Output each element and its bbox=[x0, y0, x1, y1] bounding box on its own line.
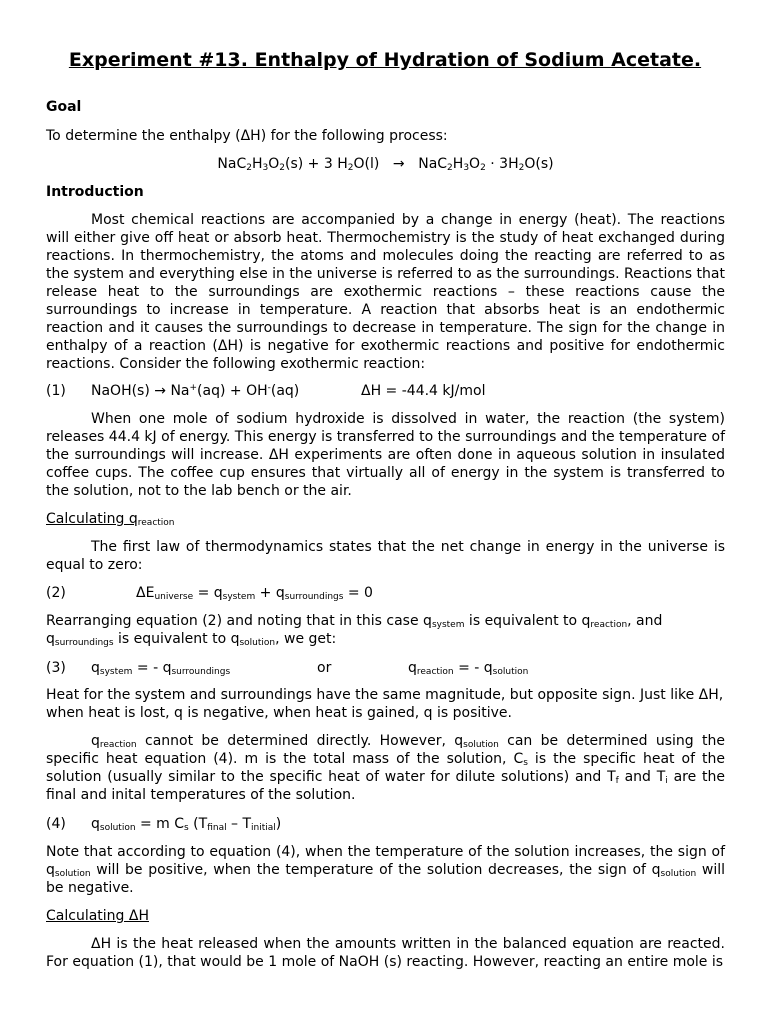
equation-number: (1) bbox=[46, 383, 66, 399]
sign-note-paragraph: Note that according to equation (4), when the temperature of the solution increases, the sign of $q_{solution}$ will be positive, when the temperature of the solution decreases, the sign of $q_{solution}$ will be negative. bbox=[46, 844, 725, 896]
introduction-paragraph-2: When one mole of sodium hydroxide is dissolved in water, the reaction (the system) releases 44.4 kJ of energy. This energy is transferred to the surroundings and the temperature of the surroundings will increase. ΔH experiments are often done in aqueous solution in insulated coffee cups. The coffee cup ensures that virtually all of energy in the system is transferred to the solution, not to the lab bench or the air. bbox=[46, 411, 725, 499]
hydration-equation bbox=[46, 155, 725, 173]
rearranging-paragraph: Rearranging equation (2) and noting that in this case $q_{system}$ is equivalent to $q_{reaction}$, and $q_{surroundings}$ is equivalent to $q_{solution}$, we get: bbox=[46, 613, 663, 648]
heat-sign-paragraph: Heat for the system and surroundings have the same magnitude, but opposite sign. Just like ΔH, when heat is lost, q is negative, when heat is gained, q is positive. bbox=[46, 687, 724, 721]
equation-3 bbox=[46, 659, 725, 677]
equation-1 bbox=[46, 382, 725, 400]
specific-heat-paragraph: $q_{reaction}$ cannot be determined directly. However, $q_{solution}$ can be determined using the specific heat equation (4). m is the total mass of the solution, $C_s$ is the specific heat of the solution (usually similar to the specific heat of water for dilute solutions) and $T_f$ and $T_i$ are the final and inital temperatures of the solution. bbox=[46, 733, 726, 803]
goal-heading: Goal bbox=[46, 99, 82, 115]
equation-expression: NaOH(s) → Na+(aq) + OH-(aq) bbox=[91, 383, 300, 399]
equation-number: (3) bbox=[46, 660, 66, 676]
document-title: Experiment #13. Enthalpy of Hydration of Sodium Acetate. bbox=[68, 49, 702, 71]
first-law-paragraph: The first law of thermodynamics states that the net change in energy in the universe is equal to zero: bbox=[46, 539, 725, 573]
equation-enthalpy: ΔH = -44.4 kJ/mol bbox=[361, 383, 486, 399]
goal-text: To determine the enthalpy (ΔH) for the following process: bbox=[46, 128, 448, 144]
equation-left: $q_{system}$ = - $q_{surroundings}$ bbox=[91, 660, 231, 677]
dh-paragraph: ΔH is the heat released when the amounts written in the balanced equation are reacted. For equation (1), that would be 1 mole of NaOH (s) reacting. However, reacting an entire mole is bbox=[46, 936, 725, 970]
equation-number: (4) bbox=[46, 816, 66, 832]
calculating-dh-heading: Calculating ΔH bbox=[46, 908, 149, 924]
equation-expression: $q_{solution} = m$ $C_s$ $(T_{final} - T_{initial})$ bbox=[91, 816, 282, 833]
equation-right: $q_{reaction}$ = - $q_{solution}$ bbox=[408, 660, 529, 677]
equation-products: $NaC_2H_3O_2 \cdot 3H_2O(s)$ bbox=[418, 156, 554, 173]
equation-or: or bbox=[317, 660, 332, 676]
calculating-q-heading: Calculating $q_{reaction}$ bbox=[46, 511, 175, 528]
reaction-arrow: → bbox=[392, 156, 405, 172]
equation-4 bbox=[46, 815, 725, 833]
equation-2 bbox=[46, 584, 725, 602]
introduction-paragraph: Most chemical reactions are accompanied by a change in energy (heat). The reactions will either give off heat or absorb heat. Thermochemistry is the study of heat exchanged during reactions. In thermochemistry, the atoms and molecules doing the reacting are referred to as the system and everything else in the universe is referred to as the surroundings. Reactions that release heat to the surroundings are exothermic reactions – these reactions cause the surroundings to increase in temperature. A reaction that absorbs heat is an endothermic reaction and it causes the surroundings to decrease in temperature. The sign for the change in enthalpy of a reaction (ΔH) is negative for exothermic reactions and positive for endothermic reactions. Consider the following exothermic reaction: bbox=[46, 212, 725, 372]
equation-reactants: $NaC_2H_3O_2(s) + 3$ $H_2O(l)$ bbox=[217, 156, 380, 173]
introduction-heading: Introduction bbox=[46, 184, 144, 200]
equation-expression: $\Delta E_{universe} = q_{system} + q_{surroundings} = 0$ bbox=[136, 585, 373, 602]
equation-number: (2) bbox=[46, 585, 66, 601]
